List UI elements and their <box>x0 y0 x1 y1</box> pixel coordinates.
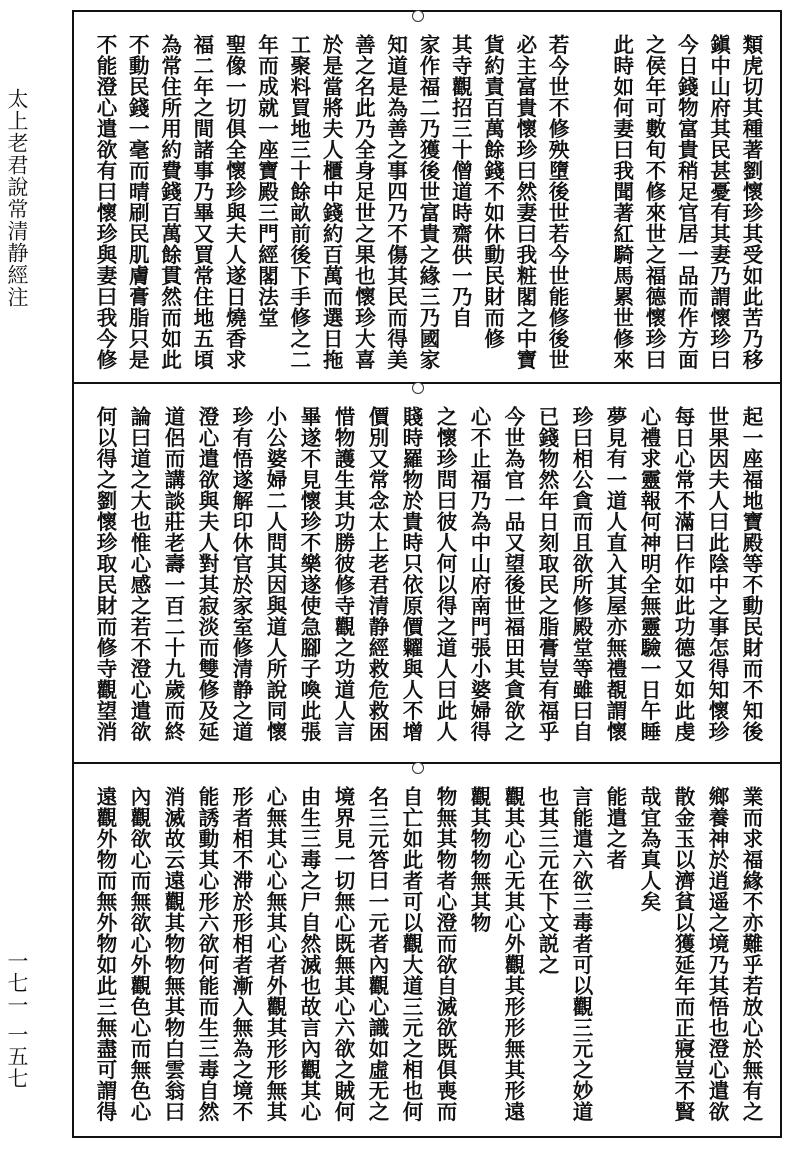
panel-middle <box>74 384 780 764</box>
text-column: 道侶而講談莊老壽一百二十九歲而終 <box>161 406 185 742</box>
text-column: 鄉養神於逍遥之境乃其悟也澄心遣欲 <box>705 786 729 1122</box>
text-columns <box>92 786 764 1124</box>
text-column: 今世為官一品又望後世福田其貪欲之 <box>501 406 525 742</box>
text-column: 鎭中山府其民甚憂有其妻乃謂懷珍曰 <box>706 34 731 370</box>
text-column: 年而成就一座寶殿三門經閣法堂 <box>254 34 279 328</box>
text-column: 由生三毒之尸自然滅也故言內觀其心 <box>297 786 321 1122</box>
text-column: 每日心常不滿曰作如此功德又如此虔 <box>671 406 695 742</box>
text-column: 起一座福地寶殿等不動民財而不知後 <box>739 406 763 742</box>
text-column: 小公婆婦二人問其因與道人所說同懷 <box>263 406 287 742</box>
text-column: 心無其心心無其心者外觀其形形無其 <box>263 786 287 1122</box>
text-column: 世果因夫人曰此陰中之事怎得知懷珍 <box>705 406 729 742</box>
side-title: 太上老君說常清静經注 <box>5 88 29 308</box>
text-column: 之懷珍問曰彼人何以得之道人曰此人 <box>433 406 457 742</box>
binding-hole-icon <box>412 762 424 774</box>
page-frame <box>72 10 782 1138</box>
text-column: 心不止福乃為中山府南門張小婆婦得 <box>467 406 491 742</box>
text-column: 名三元答曰一元者內觀心識如虛无之 <box>365 786 389 1122</box>
text-column: 形者相不滞於形相者漸入無為之境不 <box>229 786 253 1122</box>
text-column: 消滅故云遠觀其物物無其物白雲翁曰 <box>161 786 185 1122</box>
text-column: 散金玉以濟貧以獲延年而正寢豈不賢 <box>671 786 695 1122</box>
text-column: 業而求福緣不亦難乎若放心於無有之 <box>739 786 763 1122</box>
text-column: 類虎切其種著劉懷珍其受如此苦乃移 <box>738 34 763 370</box>
text-column: 自亡如此者可以觀大道三元之相也何 <box>399 786 423 1122</box>
text-column: 何以得之劉懷珍取民財而修寺觀望消 <box>93 406 117 742</box>
text-column: 惜物護生其功勝彼修寺觀之功道人言 <box>331 406 355 742</box>
text-column: 其寺觀招三十僧道時齋供一乃自 <box>448 34 473 328</box>
text-column: 珍有悟遂解印休官於家室修清静之道 <box>229 406 253 742</box>
panel-bottom <box>74 764 780 1136</box>
text-column: 已錢物然年日刻取民之脂膏豈有福乎 <box>535 406 559 742</box>
binding-hole-icon <box>412 10 424 22</box>
text-column: 夢見有一道人直入其屋亦無禮覩謂懷 <box>603 406 627 742</box>
text-column <box>576 34 602 370</box>
text-column: 不動民錢一毫而晴刷民肌膚膏脂只是 <box>125 34 150 370</box>
text-column: 畢遂不見懷珍不樂遂使急腳子喚此張 <box>297 406 321 742</box>
text-column: 不能澄心遣欲有曰懷珍與妻曰我今修 <box>93 34 117 370</box>
text-column: 遠觀外物而無外物如此三無盡可謂得 <box>93 786 117 1122</box>
text-column: 為常住所用約費錢百萬餘貫然而如此 <box>157 34 182 370</box>
text-column: 工聚料買地三十餘畝前後下手修之二 <box>286 34 311 370</box>
text-columns <box>92 34 764 370</box>
text-column: 能遣之者 <box>603 786 627 870</box>
text-column: 內觀欲心而無欲心外觀色心而無色心 <box>127 786 151 1122</box>
text-column: 觀其心心无其心外觀其形形無其形遠 <box>501 786 525 1122</box>
text-column: 心禮求靈報何神明全無靈驗一日午睡 <box>637 406 661 742</box>
text-column: 於是當將夫人櫃中錢約百萬而選日拖 <box>319 34 344 370</box>
text-column: 聖像一切俱全懷珍與夫人遂日燒香求 <box>222 34 247 370</box>
binding-hole-icon <box>412 382 424 394</box>
page-number: 一七一 一五七 <box>5 950 29 1090</box>
text-column: 境界見一切無心既無其心六欲之賊何 <box>331 786 355 1122</box>
text-column: 價別又常念太上老君清静經救危救困 <box>365 406 389 742</box>
text-column: 此時如何妻曰我聞著紅騎馬累世修來 <box>609 34 634 370</box>
text-column: 論曰道之大也惟心感之若不澄心遣欲 <box>127 406 151 742</box>
text-column: 若今世不修殃墮後世若今世能修後世 <box>545 34 570 370</box>
text-column: 必主富貴懷珍曰然妻曰我粧閣之中寶 <box>512 34 537 370</box>
text-columns <box>92 406 764 750</box>
text-column: 珍曰相公貪而且欲所修殿堂等雖曰自 <box>569 406 593 742</box>
text-column: 物無其物者心澄而欲自滅欲既俱喪而 <box>433 786 457 1122</box>
text-column: 言能遣六欲三毒者可以觀三元之妙道 <box>569 786 593 1122</box>
panel-top <box>74 12 780 384</box>
text-column: 哉宜為真人矣 <box>637 786 661 912</box>
text-column: 知道是為善之事四乃不傷其民而得美 <box>383 34 408 370</box>
text-column: 家作福二乃獲後世富貴之緣三乃國家 <box>415 34 440 370</box>
text-column: 賤時羅物於貴時只依原價糶與人不增 <box>399 406 423 742</box>
text-column: 能誘動其心形六欲何能而生三毒自然 <box>195 786 219 1122</box>
text-column: 觀其物物無其物 <box>467 786 491 933</box>
text-column: 福二年之間諸事乃畢又買常住地五頃 <box>189 34 214 370</box>
text-column: 今日錢物富貴稍足官居一品而作方面 <box>674 34 699 370</box>
text-column: 之侯年可數旬不修來世之福德懷珍曰 <box>642 34 667 370</box>
text-column: 澄心遣欲與夫人對其寂淡而雙修及延 <box>195 406 219 742</box>
text-column: 善之名此乃全身足世之果也懷珍大喜 <box>351 34 376 370</box>
text-column: 也其三元在下文説之 <box>535 786 559 975</box>
text-column: 貨約責百萬餘錢不如休動民財而修 <box>480 34 505 349</box>
